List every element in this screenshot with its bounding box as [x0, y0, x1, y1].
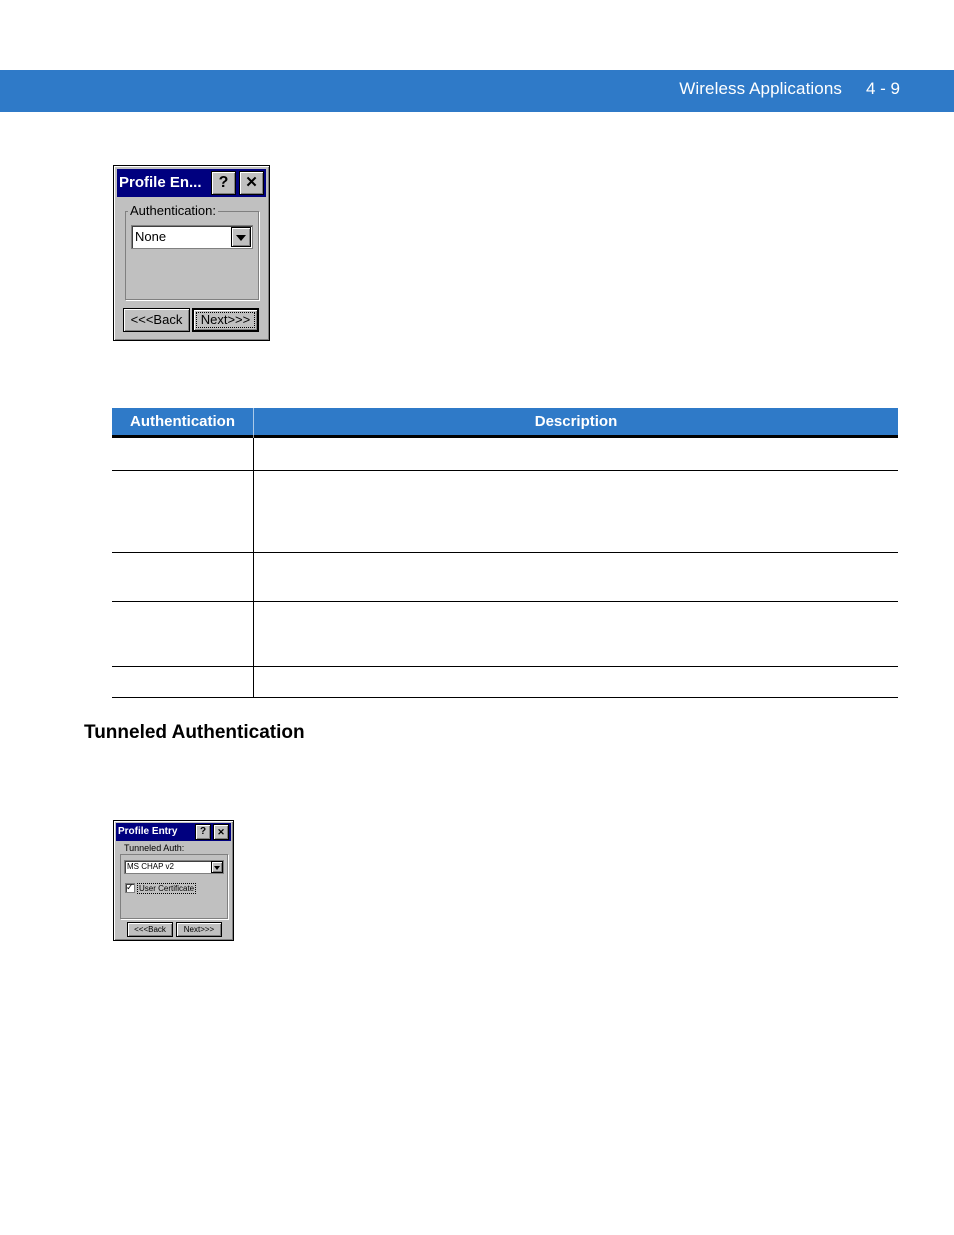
help-button[interactable]	[195, 824, 211, 840]
help-button[interactable]	[211, 171, 236, 195]
dialog-title: Profile Entry	[118, 826, 178, 837]
close-button[interactable]	[213, 824, 229, 840]
authentication-select-value: None	[135, 229, 167, 244]
close-button[interactable]	[239, 171, 264, 195]
section-heading: Tunneled Authentication	[84, 722, 305, 743]
tunneled-auth-select[interactable]	[124, 860, 224, 874]
table-row	[112, 471, 898, 553]
tunneled-auth-select-value: MS CHAP v2	[127, 862, 174, 871]
dropdown-arrow-button[interactable]	[211, 861, 223, 873]
user-certificate-label[interactable]: User Certificate	[139, 884, 195, 893]
page-number: 4 - 9	[866, 79, 901, 98]
table-row	[112, 602, 898, 667]
profile-entry-dialog-tunneled	[113, 820, 234, 941]
back-button[interactable]	[127, 922, 173, 937]
authentication-group-label: Authentication:	[130, 203, 217, 218]
close-icon: ✕	[245, 174, 258, 191]
chevron-down-icon	[214, 866, 220, 870]
table-header	[112, 408, 898, 438]
chevron-down-icon	[236, 235, 246, 241]
dialog-titlebar	[116, 823, 231, 841]
close-icon: ✕	[217, 827, 225, 837]
column-divider	[253, 438, 254, 470]
profile-entry-dialog-authentication	[113, 165, 270, 341]
help-icon: ?	[218, 174, 229, 191]
dialog-titlebar	[117, 169, 266, 197]
table-row	[112, 553, 898, 602]
dropdown-arrow-button[interactable]	[231, 227, 251, 247]
tunneled-auth-group-label: Tunneled Auth:	[124, 843, 185, 853]
table-header-authentication: Authentication	[130, 413, 235, 430]
back-button[interactable]	[123, 308, 190, 332]
column-divider	[253, 667, 254, 697]
back-button-label: <<<Back	[130, 312, 183, 327]
next-button-label: Next>>>	[200, 312, 251, 327]
table-row	[112, 667, 898, 698]
next-button[interactable]	[192, 308, 259, 332]
user-certificate-checkbox[interactable]	[125, 883, 135, 893]
header-title: Wireless Applications	[679, 79, 842, 98]
column-divider	[253, 471, 254, 552]
back-button-label: <<<Back	[134, 925, 166, 934]
next-button[interactable]	[176, 922, 222, 937]
checkmark-icon: ✓	[126, 882, 134, 892]
table-row	[112, 438, 898, 471]
column-divider	[253, 553, 254, 601]
dialog-title: Profile En...	[119, 174, 202, 191]
column-divider	[253, 602, 254, 666]
table-header-description: Description	[534, 413, 618, 430]
next-button-label: Next>>>	[183, 925, 215, 934]
authentication-select[interactable]	[131, 225, 253, 249]
help-icon: ?	[199, 826, 207, 837]
